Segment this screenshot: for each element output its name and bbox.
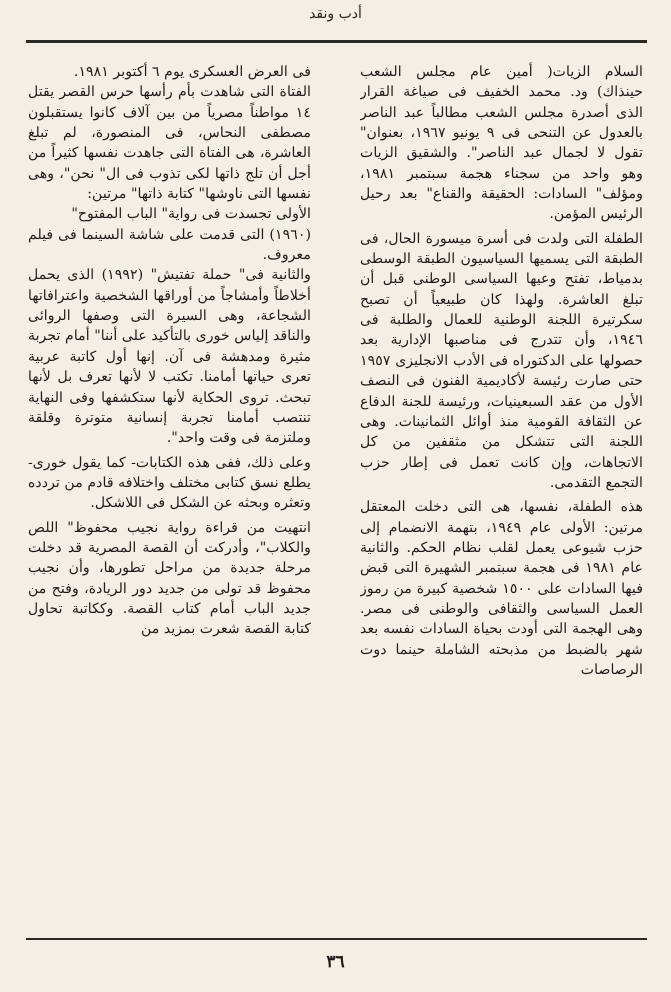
paragraph: (١٩٦٠) التى قدمت على شاشة السينما فى فيلم معروف. — [28, 226, 311, 264]
paragraph: الأولى تجسدت فى رواية" الباب المفتوح" — [71, 206, 311, 223]
paragraph: السلام الزيات( أمين عام مجلس الشعب حينذاك) ود. محمد الخفيف فى صياغة القرار الذى أصدرة مجلس الشعب مطالباً عبد الناصر بالعدول عن التنحى فى ٩ يونيو ١٩٦٧، بعنوان" تقول لا لجمال عبد الناصر". والشقيق الزيات وهو واحد من سجناء هجمة سبتمبر ١٩٨١، ومؤلف" السادات: الحقيقة والقناع" بعد رحيل الرئيس المؤمن. — [360, 64, 643, 223]
paragraph: وعلى ذلك، ففى هذه الكتابات- كما يقول خورى- يطلع نسق كتابى مختلف واختلافه قادم من تردده وتعثره وبحثه عن الشكل فى اللاشكل. — [28, 454, 311, 512]
paragraph: انتهيت من قراءة رواية نجيب محفوظ" اللص والكلاب"، وأدركت أن القصة المصرية قد دخلت مرحلة جديدة من مراحل تطورها، وأن نجيب محفوظ قد تولى من جديد دور الريادة، وفتح من جديد الباب أمام كتاب القصة. وككاتبة تحاول كتابة القصة شعرت بمزيد من — [28, 519, 311, 638]
paragraph: هذه الطفلة، نفسها، هى التى دخلت المعتقل مرتين: الأولى عام ١٩٤٩، بتهمة الانضمام إلى حزب شيوعى يعمل لقلب نظام الحكم. والثانية عام ١٩٨١ فى هجمة سبتمبر الشهيرة التى قبض فيها السادات على ١٥٠٠ شخصية كبيرة من رموز العمل السياسى والثقافى والوطنى فى مصر. وهى الهجمة التى أودت بحياة السادات نفسه بعد شهر بالضبط من مذبحته الشاملة حينما دوت الرصاصات — [360, 499, 643, 678]
footer-divider — [26, 938, 647, 940]
paragraph: فى العرض العسكرى يوم ٦ أكتوبر ١٩٨١. — [73, 64, 311, 80]
paragraph: والثانية فى" حملة تفتيش" (١٩٩٢) الذى يحمل أخلاطاً وأمشاجاً من أوراقها الشخصية واعترافاتها الشجاعة، وهى السيرة التى وصفها الروائى والناقد إلياس خورى بالتأكيد على أننا" أمام تجربة مثيرة ومدهشة فى آن. إنها أول كاتبة عربية تعرى حياتها أمامنا. تكتب لا لأنها تعرف بل لأنها تبحث. تروى الحكاية لأنها ستكشفها وفى النهاية تنتصب أمامنا تجربة إنسانية متوترة وقلقة وملتزمة فى وقت واحد". — [28, 267, 311, 447]
section-title: أدب ونقد — [309, 6, 362, 22]
paragraph: الطفلة التى ولدت فى أسرة ميسورة الحال، فى الطبقة التى يسميها السياسيون الطبقة الوسطى بدمياط، تفتح وعيها السياسى الوطنى قبل أن تبلغ العاشرة. ولهذا كان طبيعياً أن تصبح سكرتيرة اللجنة الوطنية للعمال والطلبة فى ١٩٤٦، وأن تتدرج فى مناصبها الإدارية بعد حصولها على الدكتوراه فى الأدب الانجليزى ١٩٥٧ حتى صارت رئيسة لأكاديمية الفنون فى النصف الأول من عقد السبعينيات، ورئيسة للجنة الدفاع عن الثقافة القومية منذ أوائل الثمانينات. وهى اللجنة التى تتشكل من مثقفين من كل الاتجاهات، وإن كانت تعمل فى إطار حزب التجمع التقدمى. — [360, 230, 643, 491]
column-left — [28, 62, 311, 932]
column-right — [360, 62, 643, 932]
paragraph: الفتاة التى شاهدت بأم رأسها حرس القصر يقتل ١٤ مواطناً مصرياً من بين آلاف كانوا يستقبلون مصطفى النحاس، فى المنصورة، لم تبلغ العاشرة، هى الفتاة التى جاهدت نفسها كثيراً من أجل أن تلج ذاتها لكى تذوب فى ال" نحن"، وهى نفسها التى ناوشها" كتابة ذاتها" مرتين: — [28, 84, 311, 203]
page-number: ٣٦ — [326, 952, 345, 972]
header-divider — [26, 40, 647, 43]
